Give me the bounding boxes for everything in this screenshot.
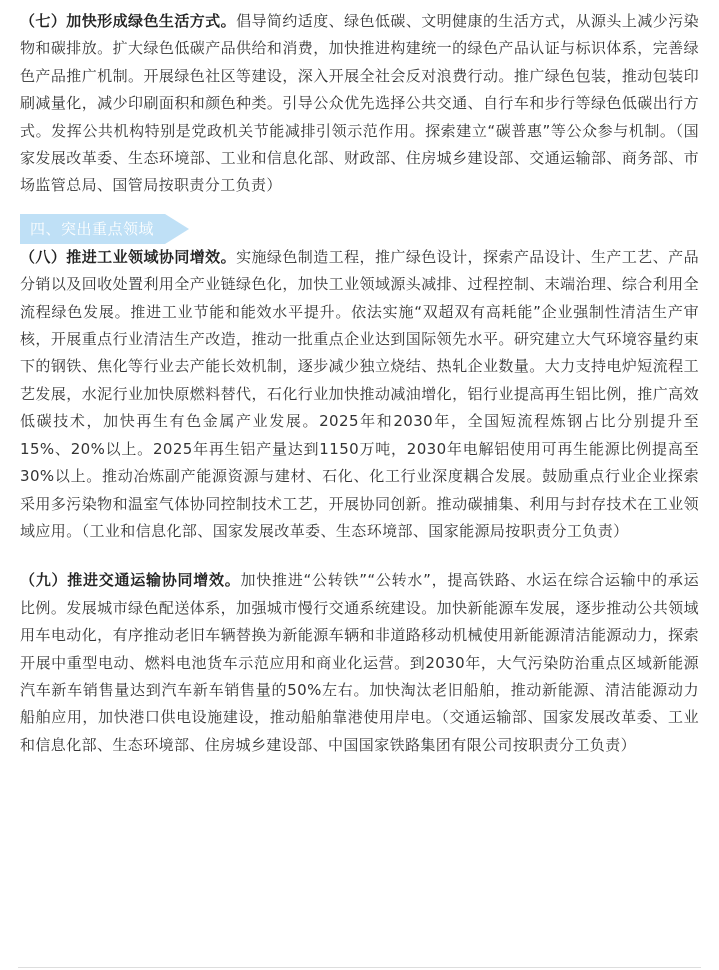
paragraph-7-heading: （七）加快形成绿色生活方式。 bbox=[20, 12, 237, 30]
paragraph-8 bbox=[20, 244, 699, 545]
paragraph-9 bbox=[20, 567, 699, 759]
paragraph-8-body: 实施绿色制造工程，推广绿色设计，探索产品设计、生产工艺、产品分销以及回收处置利用全产业链绿色化，加快工业领域源头减排、过程控制、末端治理、综合利用全流程绿色发展。推进工业节能和能效水平提升。依法实施“双超双有高耗能”企业强制性清洁生产审核，开展重点行业清洁生产改造，推动一批重点企业达到国际领先水平。研究建立大气环境容量约束下的钢铁、焦化等行业去产能长效机制，逐步减少独立烧结、热轧企业数量。大力支持电炉短流程工艺发展，水泥行业加快原燃料替代，石化行业加快推动减油增化，铝行业提高再生铝比例，推广高效低碳技术，加快再生有色金属产业发展。2025年和2030年，全国短流程炼钢占比分别提升至15%、20%以上。2025年再生铝产量达到1150万吨，2030年电解铝使用可再生能源比例提高至30%以上。推动冶炼副产能源资源与建材、石化、化工行业深度耦合发展。鼓励重点行业企业探索采用多污染物和温室气体协同控制技术工艺，开展协同创新。推动碳捕集、利用与封存技术在工业领域应用。（工业和信息化部、国家发展改革委、生态环境部、国家能源局按职责分工负责） bbox=[20, 247, 699, 540]
bottom-divider bbox=[18, 967, 701, 968]
paragraph-9-body: 加快推进“公转铁”“公转水”，提高铁路、水运在综合运输中的承运比例。发展城市绿色配送体系，加强城市慢行交通系统建设。加快新能源车发展，逐步推动公共领域用车电动化，有序推动老旧车辆替换为新能源车辆和非道路移动机械使用新能源清洁能源动力，探索开展中重型电动、燃料电池货车示范应用和商业化运营。到2030年，大气污染防治重点区域新能源汽车新车销售量达到汽车新车销售量的50%左右。加快淘汰老旧船舶，推动新能源、清洁能源动力船舶应用，加快港口供电设施建设，推动船舶靠港使用岸电。（交通运输部、国家发展改革委、工业和信息化部、生态环境部、住房城乡建设部、中国国家铁路集团有限公司按职责分工负责） bbox=[20, 571, 699, 754]
paragraph-9-heading: （九）推进交通运输协同增效。 bbox=[20, 571, 241, 590]
section-banner-arrow bbox=[165, 214, 189, 244]
paragraph-spacer bbox=[20, 545, 699, 567]
section-4-title: 四、突出重点领域 bbox=[30, 219, 155, 238]
section-4-banner bbox=[20, 214, 190, 244]
paragraph-7 bbox=[20, 8, 699, 200]
paragraph-7-body: 倡导简约适度、绿色低碳、文明健康的生活方式，从源头上减少污染物和碳排放。扩大绿色低碳产品供给和消费，加快推进构建统一的绿色产品认证与标识体系，完善绿色产品推广机制。开展绿色社区等建设，深入开展全社会反对浪费行动。推广绿色包装，推动包装印刷减量化，减少印刷面积和颜色种类。引导公众优先选择公共交通、自行车和步行等绿色低碳出行方式。发挥公共机构特别是党政机关节能减排引领示范作用。探索建立“碳普惠”等公众参与机制。（国家发展改革委、生态环境部、工业和信息化部、财政部、住房城乡建设部、交通运输部、商务部、市场监管总局、国管局按职责分工负责） bbox=[20, 12, 699, 195]
paragraph-8-heading: （八）推进工业领域协同增效。 bbox=[20, 247, 237, 266]
